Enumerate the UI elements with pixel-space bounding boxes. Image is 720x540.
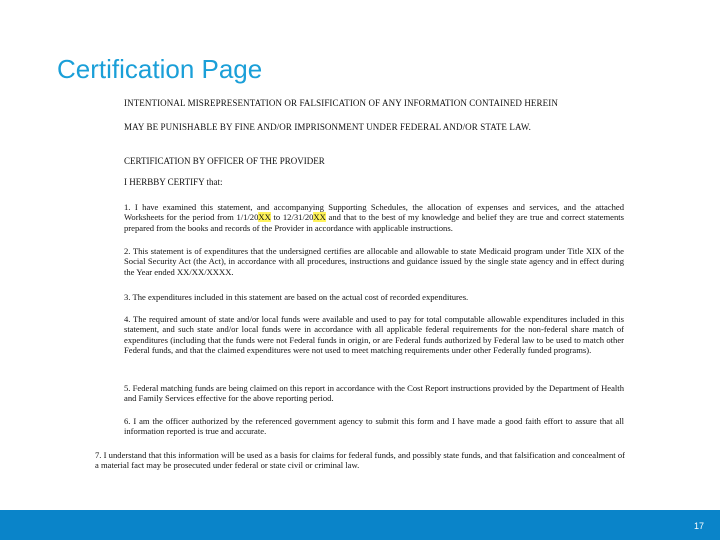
paragraph-2: 2. This statement is of expenditures that the undersigned certifies are allocable and allowable to state Medicaid program under Title XIX of the Social Security Act (the Act), in accordance with all procedures, instructions and guidance issued by the single state agency and in effect during the Year ended XX/XX/XXXX. bbox=[124, 246, 624, 277]
paragraph-5: 5. Federal matching funds are being claimed on this report in accordance with the Cost Report instructions provided by the Department of Health and Family Services effective for the above reporting period. bbox=[124, 383, 624, 404]
highlight-xx-1: XX bbox=[258, 212, 271, 223]
warning-line-2: MAY BE PUNISHABLE BY FINE AND/OR IMPRISONMENT UNDER FEDERAL AND/OR STATE LAW. bbox=[124, 122, 531, 132]
paragraph-1-part-b: to 12/31/20 bbox=[270, 212, 314, 223]
page-number: 17 bbox=[693, 521, 704, 531]
highlight-xx-2: XX bbox=[313, 212, 326, 223]
certification-heading: CERTIFICATION BY OFFICER OF THE PROVIDER bbox=[124, 156, 325, 166]
paragraph-1-part-c: and that to the best of my knowledge and belief they are true and correct statements prepared from the books and records of the Provider in accordance with applicable instructions. bbox=[124, 212, 624, 233]
certify-line: I HERBBY CERTIFY that: bbox=[124, 177, 223, 187]
paragraph-7: 7. I understand that this information will be used as a basis for claims for federal funds, and possibly state funds, and that falsification and concealment of a material fact may be prosecuted under federal or state civil or criminal law. bbox=[95, 450, 625, 471]
footer-bar bbox=[0, 510, 720, 540]
paragraph-6: 6. I am the officer authorized by the referenced government agency to submit this form and I have made a good faith effort to assure that all information reported is true and accurate. bbox=[124, 416, 624, 437]
paragraph-3: 3. The expenditures included in this statement are based on the actual cost of recorded expenditures. bbox=[124, 292, 469, 302]
warning-line-1: INTENTIONAL MISREPRESENTATION OR FALSIFICATION OF ANY INFORMATION CONTAINED HEREIN bbox=[124, 98, 558, 108]
paragraph-4: 4. The required amount of state and/or local funds were available and used to pay for total computable allowable expenditures included in this statement, and such state and/or local funds were in accordance with all applicable federal requirements for the non-federal share match of expenditures (including that the funds were not Federal funds in origin, or are Federal funds authorized by Federal law to be used to match other Federal funds, and that the claimed expenditures were not used to meet matching requirements under other Federally funded programs). bbox=[124, 314, 624, 356]
paragraph-1 bbox=[124, 202, 624, 233]
slide-title: Certification Page bbox=[57, 54, 263, 84]
paragraph-1-part-a: 1. I have examined this statement, and accompanying Supporting Schedules, the allocation of expenses and services, and the attached Worksheets for the period from 1/1/20 bbox=[124, 202, 624, 223]
